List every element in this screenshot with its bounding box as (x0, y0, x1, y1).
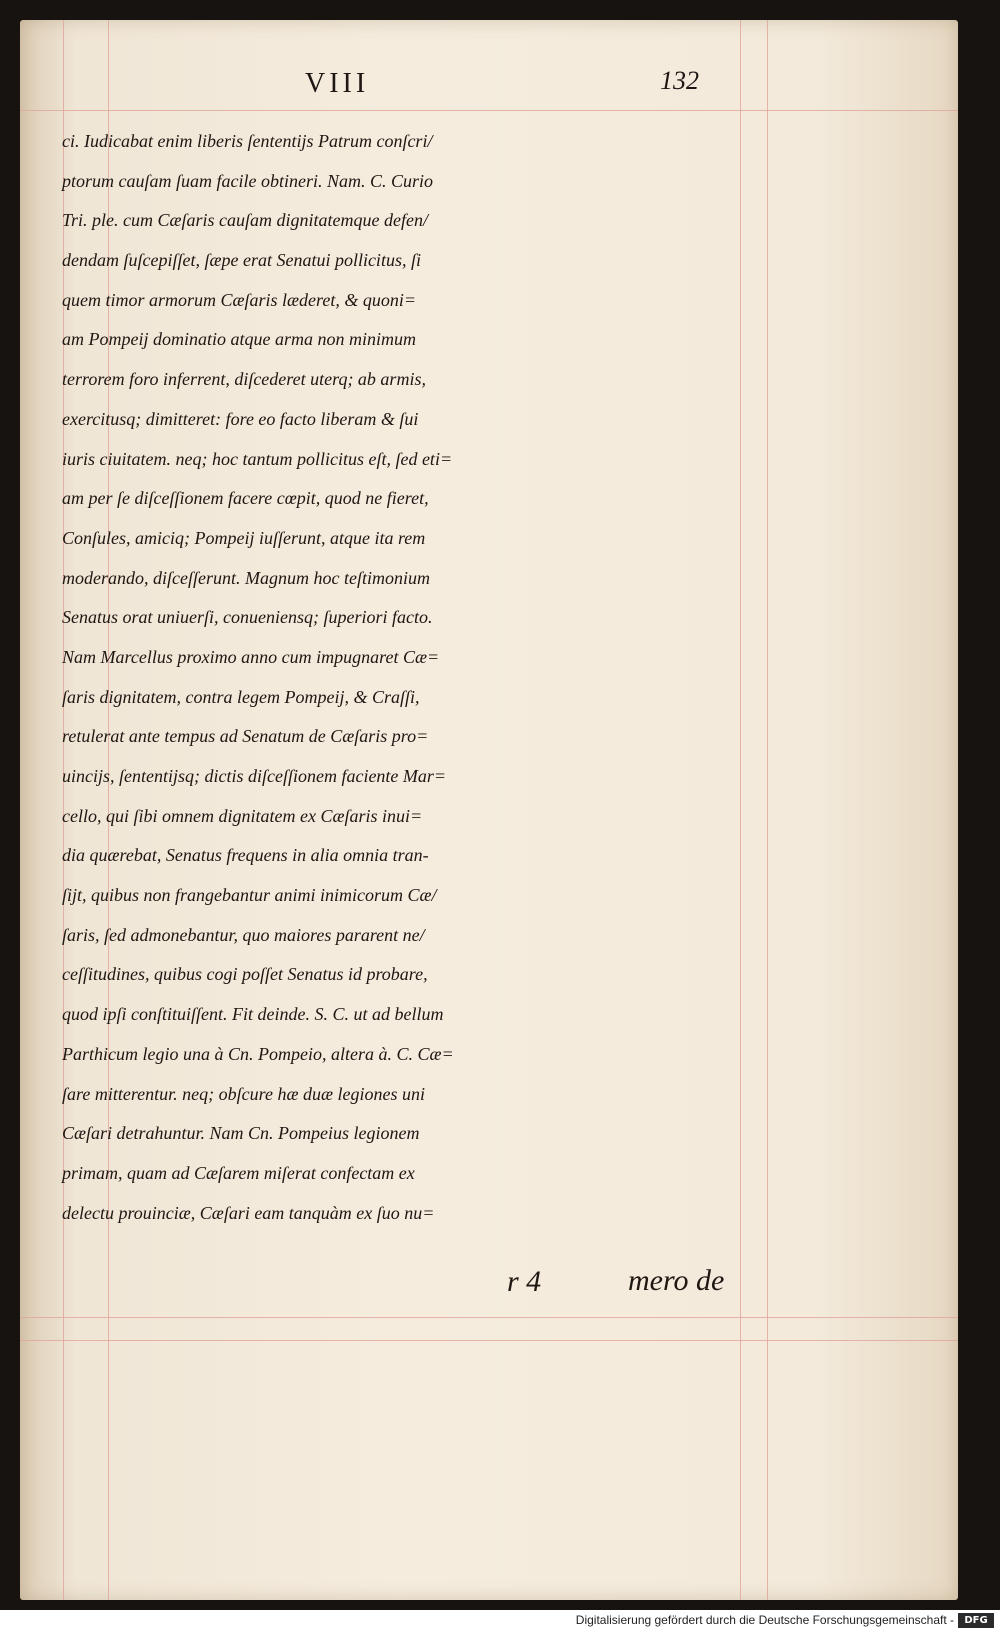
text-line: retulerat ante tempus ad Senatum de Cæſaris pro= (62, 726, 429, 747)
page-body-text (62, 122, 742, 1233)
text-line: dendam ſuſcepiſſet, ſæpe erat Senatui pollicitus, ſi (62, 250, 421, 271)
text-line: Nam Marcellus proximo anno cum impugnaret Cæ= (62, 646, 440, 667)
margin-rule-top (20, 110, 958, 111)
margin-rule-bottom-inner (20, 1317, 958, 1318)
running-head: VIII (305, 68, 370, 99)
text-line: ceſſitudines, quibus cogi poſſet Senatus id probare, (62, 964, 428, 985)
text-line: dia quærebat, Senatus frequens in alia omnia tran- (62, 845, 429, 866)
text-line: Cæſari detrahuntur. Nam Cn. Pompeius legionem (62, 1123, 420, 1144)
text-line: ſijt, quibus non frangebantur animi inimicorum Cæ/ (62, 885, 437, 906)
footer-bar (0, 1610, 1000, 1632)
catchword: mero de (628, 1264, 725, 1297)
text-line: delectu prouinciæ, Cæſari eam tanquàm ex ſuo nu= (62, 1202, 435, 1223)
text-line: ſaris, ſed admonebantur, quo maiores pararent ne/ (62, 924, 425, 945)
text-line: exercitusq; dimitteret: fore eo facto liberam & ſui (62, 408, 419, 429)
text-line: ci. Iudicabat enim liberis ſententijs Patrum conſcri/ (62, 131, 433, 151)
text-line: ptorum cauſam ſuam facile obtineri. Nam. C. Curio (62, 170, 433, 191)
text-line: Tri. ple. cum Cæſaris cauſam dignitatemque defen/ (62, 210, 428, 231)
folio-number: 132 (660, 66, 699, 95)
text-line: Parthicum legio una à Cn. Pompeio, altera à. C. Cæ= (62, 1043, 454, 1064)
text-line: iuris ciuitatem. neq; hoc tantum pollicitus eſt, ſed eti= (62, 448, 453, 469)
funding-credit: Digitalisierung gefördert durch die Deutsche Forschungsgemeinschaft - (575, 1613, 954, 1627)
text-line: ſare mitterentur. neq; obſcure hæ duæ legiones uni (62, 1083, 425, 1104)
margin-rule-bottom-outer (20, 1340, 958, 1341)
text-line: Senatus orat uniuerſi, conueniensq; ſuperiori facto. (62, 607, 433, 628)
text-line: ſaris dignitatem, contra legem Pompeij, & Craſſi, (62, 686, 420, 707)
margin-rule-right-outer (767, 20, 768, 1600)
text-line: terrorem foro inferrent, diſcederet uterq; ab armis, (62, 369, 426, 390)
signature-mark: r 4 (507, 1265, 542, 1298)
text-line: uincijs, ſententijsq; dictis diſceſſionem faciente Mar= (62, 766, 447, 786)
text-line: Conſules, amiciq; Pompeij iuſſerunt, atque ita rem (62, 527, 426, 548)
text-line: quem timor armorum Cæſaris læderet, & quoni= (62, 289, 416, 310)
text-line: cello, qui ſibi omnem dignitatem ex Cæſaris inui= (62, 805, 423, 826)
text-line: quod ipſi conſtituiſſent. Fit deinde. S. C. ut ad bellum (62, 1004, 444, 1025)
text-line: am Pompeij dominatio atque arma non minimum (62, 329, 416, 350)
dfg-logo-icon: DFG (958, 1613, 994, 1628)
text-line: moderando, diſceſſerunt. Magnum hoc teſtimonium (62, 567, 430, 588)
text-line: am per ſe diſceſſionem facere cœpit, quod ne fieret, (62, 488, 429, 509)
text-line: primam, quam ad Cæſarem miſerat confectam ex (62, 1162, 415, 1183)
